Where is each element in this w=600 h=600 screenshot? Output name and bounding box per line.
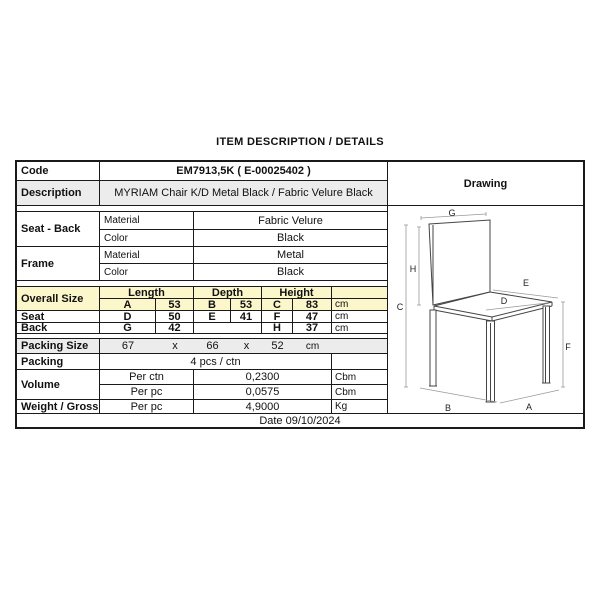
size-header-depth: Depth: [194, 287, 262, 299]
code-value: EM7913,5K ( E-00025402 ): [100, 162, 388, 181]
overall-unit: cm: [332, 299, 388, 311]
back-unit: cm: [332, 323, 388, 334]
packing-size-label: Packing Size: [17, 339, 100, 354]
back-depth-empty: [194, 323, 262, 334]
back-key-g: G: [100, 323, 156, 334]
packing-label: Packing: [17, 354, 100, 370]
packing-size-d2: 66: [206, 340, 219, 352]
seat-key-d: D: [100, 311, 156, 323]
seat-back-color-value: Black: [194, 230, 388, 247]
dim-label-b: B: [444, 402, 452, 413]
packing-unit-empty: [332, 354, 388, 370]
spec-table: [15, 160, 585, 429]
description-value: MYRIAM Chair K/D Metal Black / Fabric Velure Black: [100, 181, 388, 206]
weight-unit: Kg: [332, 400, 388, 414]
back-val-g: 42: [156, 323, 194, 334]
volume-per-pc-key: Per pc: [100, 385, 194, 400]
packing-value: 4 pcs / ctn: [100, 354, 332, 370]
overall-val-a: 53: [156, 299, 194, 311]
drawing-area: [388, 206, 583, 414]
page-title: ITEM DESCRIPTION / DETAILS: [216, 136, 384, 148]
drawing-header: Drawing: [388, 162, 583, 206]
back-key-h: H: [262, 323, 293, 334]
weight-label: Weight / Gross: [17, 400, 100, 414]
size-header-unit-blank: [332, 287, 388, 299]
seat-back-color-key: Color: [100, 230, 194, 247]
size-header-length: Length: [100, 287, 194, 299]
seat-unit: cm: [332, 311, 388, 323]
weight-per-key: Per pc: [100, 400, 194, 414]
dim-label-d: D: [500, 295, 508, 306]
description-label: Description: [17, 181, 100, 206]
dim-label-a: A: [525, 401, 533, 412]
volume-per-ctn-value: 0,2300: [194, 370, 332, 385]
overall-val-c: 83: [293, 299, 332, 311]
overall-val-b: 53: [231, 299, 262, 311]
back-val-h: 37: [293, 323, 332, 334]
overall-key-b: B: [194, 299, 231, 311]
overall-key-a: A: [100, 299, 156, 311]
packing-size-x2: x: [243, 340, 250, 352]
seat-val-e: 41: [231, 311, 262, 323]
seat-back-material-key: Material: [100, 212, 194, 230]
volume-per-pc-value: 0,0575: [194, 385, 332, 400]
seat-val-d: 50: [156, 311, 194, 323]
weight-value: 4,9000: [194, 400, 332, 414]
frame-color-key: Color: [100, 264, 194, 281]
frame-label: Frame: [17, 247, 100, 281]
size-header-height: Height: [262, 287, 332, 299]
packing-size-value: [100, 339, 388, 354]
date-row: Date 09/10/2024: [17, 414, 583, 427]
seat-key-e: E: [194, 311, 231, 323]
packing-size-d1: 67: [121, 340, 135, 352]
packing-size-x1: x: [172, 340, 178, 352]
dim-label-h: H: [409, 263, 417, 274]
seat-key-f: F: [262, 311, 293, 323]
chair-drawing: [388, 206, 583, 414]
chair-outline: [429, 220, 552, 402]
dim-label-e: E: [522, 277, 530, 288]
volume-per-pc-unit: Cbm: [332, 385, 388, 400]
code-label: Code: [17, 162, 100, 181]
volume-per-ctn-key: Per ctn: [100, 370, 194, 385]
frame-material-key: Material: [100, 247, 194, 264]
frame-color-value: Black: [194, 264, 388, 281]
dim-label-c: C: [396, 301, 404, 312]
dim-label-g: G: [448, 207, 456, 218]
volume-label: Volume: [17, 370, 100, 400]
seat-val-f: 47: [293, 311, 332, 323]
volume-per-ctn-unit: Cbm: [332, 370, 388, 385]
seat-size-label: Seat: [17, 311, 100, 323]
frame-material-value: Metal: [194, 247, 388, 264]
back-size-label: Back: [17, 323, 100, 334]
overall-size-label: Overall Size: [17, 287, 100, 311]
seat-back-label: Seat - Back: [17, 212, 100, 247]
packing-size-d3: 52: [271, 340, 284, 352]
seat-back-material-value: Fabric Velure: [194, 212, 388, 230]
dim-label-f: F: [565, 341, 571, 352]
overall-key-c: C: [262, 299, 293, 311]
packing-size-unit: cm: [305, 340, 320, 352]
